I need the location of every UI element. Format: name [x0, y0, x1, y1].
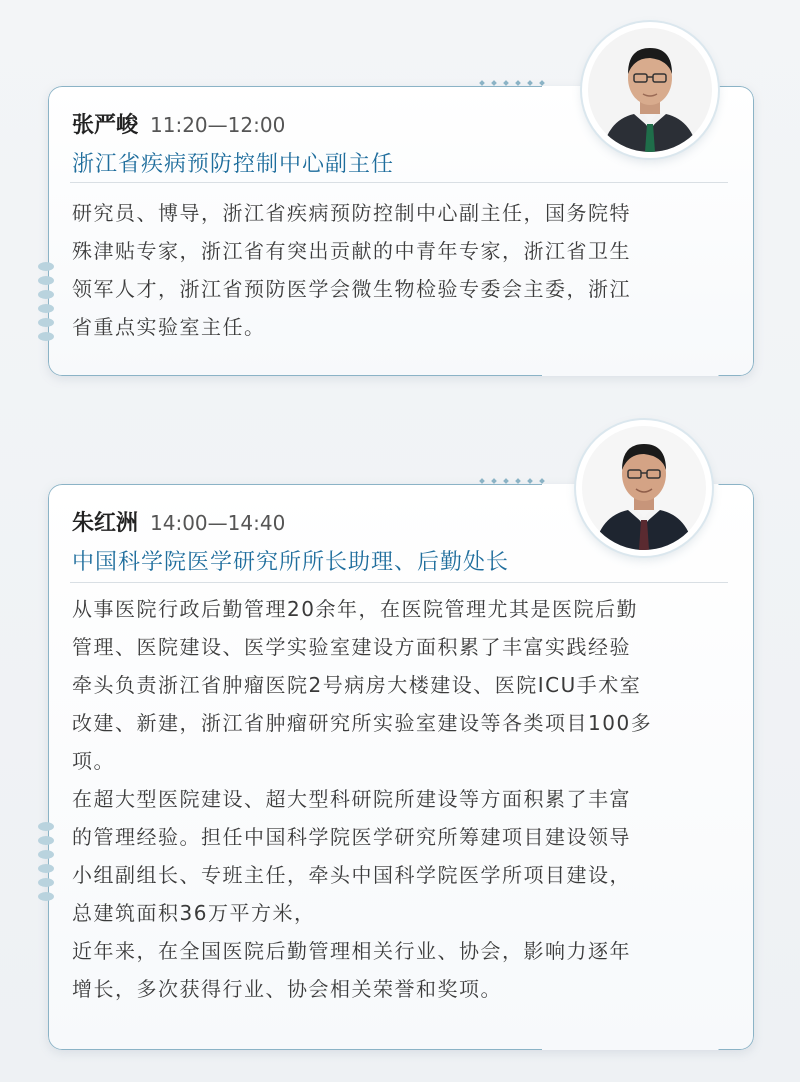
bio-line: 殊津贴专家，浙江省有突出贡献的中青年专家，浙江省卫生: [72, 239, 631, 263]
divider: [70, 182, 728, 183]
speaker-photo-zhang: [582, 22, 718, 158]
decorative-side-ticks: [38, 262, 54, 341]
bio-line: 增长，多次获得行业、协会相关荣誉和奖项。: [72, 977, 502, 1001]
bio-line: 近年来，在全国医院后勤管理相关行业、协会，影响力逐年: [72, 939, 631, 963]
speaker-photo-zhu: [576, 420, 712, 556]
portrait-image: [582, 426, 706, 550]
speaker-title: 中国科学院医学研究所所长助理、后勤处长: [72, 550, 510, 575]
speaker-title: 浙江省疾病预防控制中心副主任: [72, 152, 395, 177]
speaker-header: [72, 108, 394, 178]
bio-line: 的管理经验。担任中国科学院医学研究所筹建项目建设领导: [72, 825, 631, 849]
speaker-time: 11:20—12:00: [150, 113, 286, 137]
bio-line: 研究员、博导，浙江省疾病预防控制中心副主任，国务院特: [72, 201, 631, 225]
decorative-dots: [480, 81, 544, 85]
bio-line: 从事医院行政后勤管理20余年，在医院管理尤其是医院后勤: [72, 597, 638, 621]
speaker-name: 朱红洲: [72, 511, 139, 536]
speaker-time: 14:00—14:40: [150, 511, 286, 535]
decorative-side-ticks: [38, 822, 54, 901]
bio-line: 项。: [72, 749, 115, 773]
bio-line: 省重点实验室主任。: [72, 315, 266, 339]
bio-line: 总建筑面积36万平方米，: [72, 901, 316, 925]
bio-line: 领军人才，浙江省预防医学会微生物检验专委会主委，浙江: [72, 277, 631, 301]
divider: [70, 582, 728, 583]
portrait-image: [588, 28, 712, 152]
decorative-dots: [480, 479, 544, 483]
speaker-name: 张严峻: [72, 113, 139, 138]
speaker-header: [72, 506, 509, 576]
bio-line: 在超大型医院建设、超大型科研院所建设等方面积累了丰富: [72, 787, 631, 811]
speaker-card-zhu: [48, 484, 754, 1050]
bio-line: 改建、新建，浙江省肿瘤研究所实验室建设等各类项目100多: [72, 711, 653, 735]
bio-line: 牵头负责浙江省肿瘤医院2号病房大楼建设、医院ICU手术室: [72, 673, 642, 697]
bio-line: 管理、医院建设、医学实验室建设方面积累了丰富实践经验: [72, 635, 631, 659]
speaker-bio: [72, 590, 724, 1008]
speaker-bio: [72, 194, 724, 346]
bio-line: 小组副组长、专班主任，牵头中国科学院医学所项目建设，: [72, 863, 631, 887]
